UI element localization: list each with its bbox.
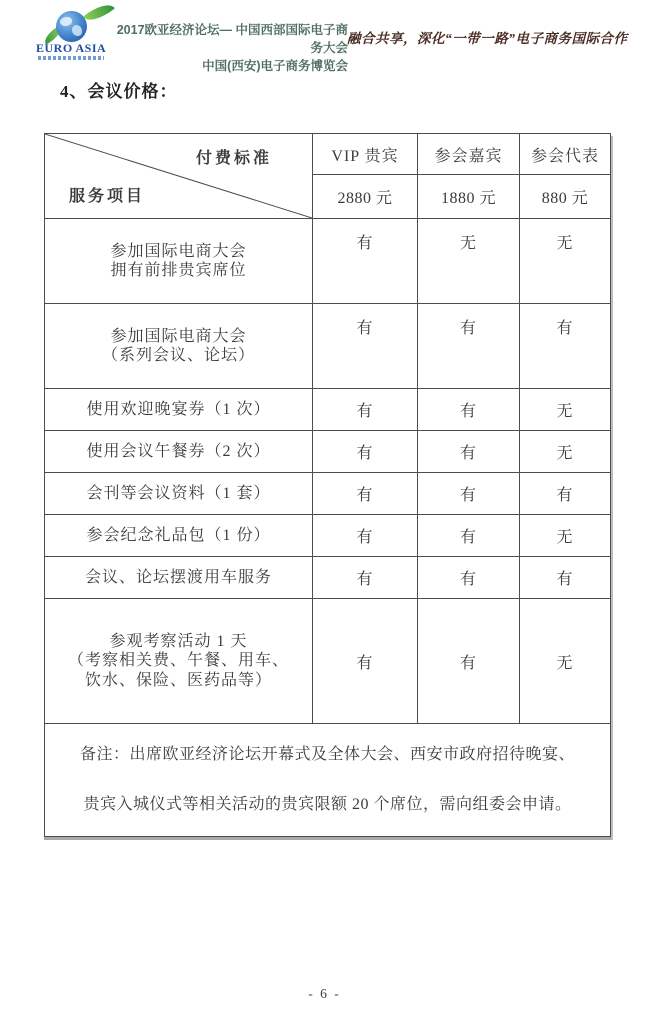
note-line1: 备注：出席欧亚经济论坛开幕式及全体大会、西安市政府招待晚宴、 — [79, 746, 575, 763]
note-line2: 贵宾入城仪式等相关活动的贵宾限额 20 个席位，需向组委会申请。 — [83, 796, 572, 813]
org-title-line2: 中国(西安)电子商务博览会 — [202, 59, 348, 73]
price-guest: 1880 元 — [418, 175, 520, 219]
value-delegate: 无 — [520, 599, 611, 724]
conference-price-table — [44, 133, 611, 837]
table-row — [45, 515, 611, 557]
value-guest: 有 — [418, 304, 520, 389]
service-label: 参加国际电商大会 （系列会议、论坛） — [45, 304, 313, 389]
service-label: 参加国际电商大会 拥有前排贵宾席位 — [45, 219, 313, 304]
service-label: 使用欢迎晚宴券（1 次） — [45, 389, 313, 431]
section-title: 4、会议价格： — [60, 82, 178, 101]
service-label: 参会纪念礼品包（1 份） — [45, 515, 313, 557]
corner-label-payment-standard: 付费标准 — [195, 150, 272, 167]
value-guest: 有 — [418, 557, 520, 599]
value-vip: 有 — [313, 389, 418, 431]
table-row — [45, 599, 611, 724]
price-delegate: 880 元 — [520, 175, 611, 219]
table-row — [45, 557, 611, 599]
service-label: 参观考察活动 1 天 （考察相关费、午餐、用车、 饮水、保险、医药品等） — [45, 599, 313, 724]
header-slogan: 融合共享，深化“一带一路”电子商务国际合作 — [347, 31, 628, 46]
value-delegate: 有 — [520, 557, 611, 599]
page-number: - 6 - — [308, 986, 341, 1001]
corner-label-service-item: 服务项目 — [69, 188, 146, 205]
table-row — [45, 389, 611, 431]
value-delegate: 有 — [520, 304, 611, 389]
table-row — [45, 473, 611, 515]
value-vip: 有 — [313, 431, 418, 473]
corner-header-cell — [45, 134, 313, 219]
value-guest: 有 — [418, 599, 520, 724]
value-guest: 有 — [418, 389, 520, 431]
value-vip: 有 — [313, 473, 418, 515]
value-delegate: 无 — [520, 431, 611, 473]
note-row — [45, 724, 611, 837]
service-label: 会议、论坛摆渡用车服务 — [45, 557, 313, 599]
table-note — [45, 724, 611, 837]
value-vip: 有 — [313, 557, 418, 599]
organization-title — [110, 21, 348, 75]
org-title-line1: 2017欧亚经济论坛— 中国西部国际电子商务大会 — [116, 23, 348, 55]
column-header-delegate: 参会代表 — [520, 134, 611, 175]
logo-name: EURO ASIA — [36, 41, 107, 55]
value-guest: 有 — [418, 473, 520, 515]
value-delegate: 无 — [520, 219, 611, 304]
service-label: 会刊等会议资料（1 套） — [45, 473, 313, 515]
logo-tagline — [38, 56, 104, 60]
value-vip: 有 — [313, 599, 418, 724]
table-row — [45, 431, 611, 473]
euro-asia-logo — [36, 8, 114, 64]
value-guest: 无 — [418, 219, 520, 304]
value-vip: 有 — [313, 304, 418, 389]
column-header-guest: 参会嘉宾 — [418, 134, 520, 175]
value-guest: 有 — [418, 515, 520, 557]
value-delegate: 无 — [520, 389, 611, 431]
value-delegate: 有 — [520, 473, 611, 515]
value-delegate: 无 — [520, 515, 611, 557]
value-guest: 有 — [418, 431, 520, 473]
table-row — [45, 304, 611, 389]
price-vip: 2880 元 — [313, 175, 418, 219]
service-label: 使用会议午餐券（2 次） — [45, 431, 313, 473]
column-header-vip: VIP 贵宾 — [313, 134, 418, 175]
table-header-row — [45, 134, 611, 175]
value-vip: 有 — [313, 515, 418, 557]
table-row — [45, 219, 611, 304]
value-vip: 有 — [313, 219, 418, 304]
